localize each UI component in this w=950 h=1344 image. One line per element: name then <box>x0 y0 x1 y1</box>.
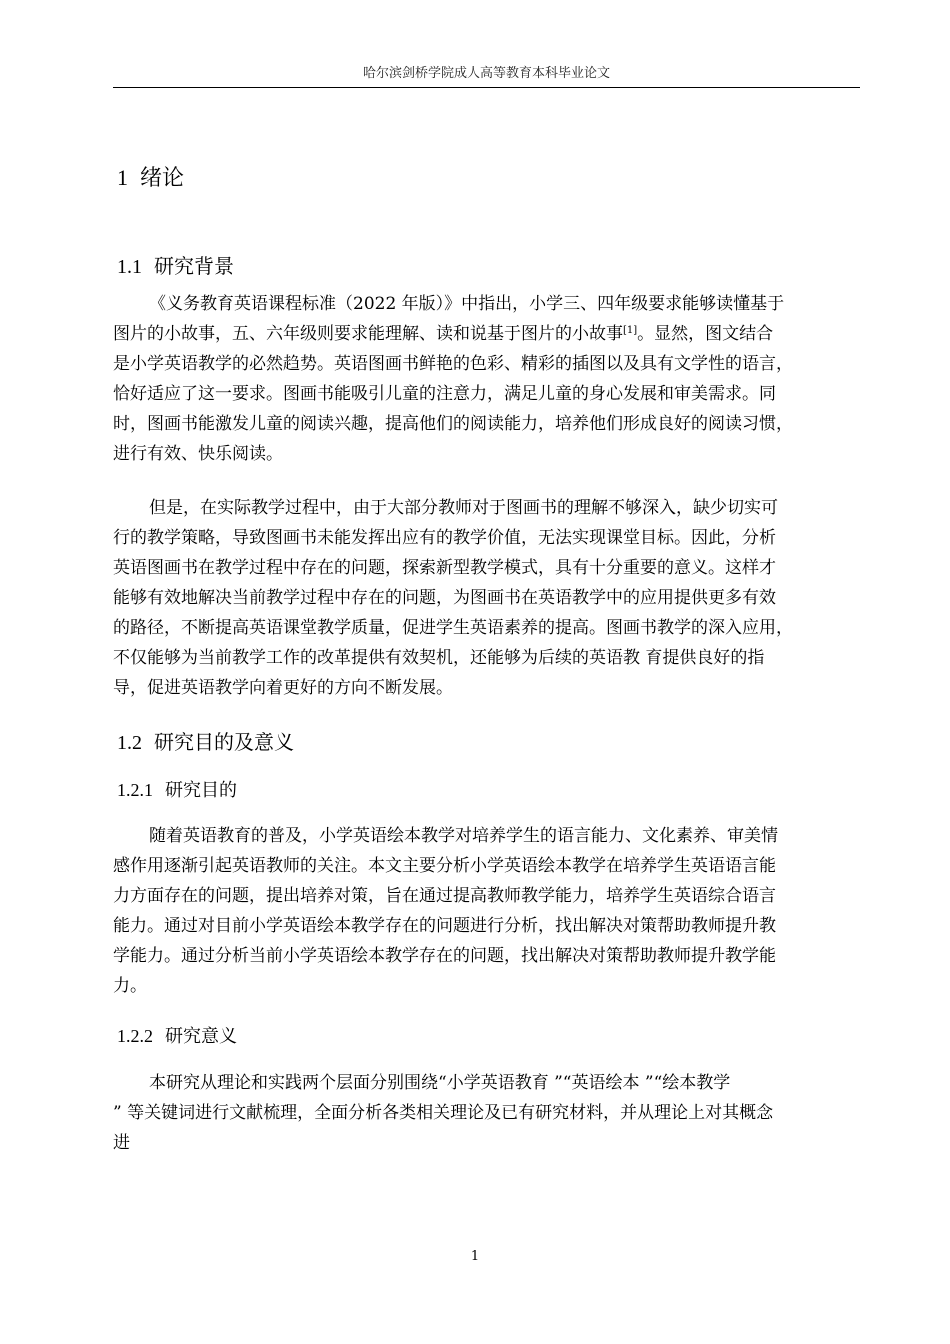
subsection-title: 研究目的 <box>165 780 237 801</box>
chapter-title: 绪论 <box>140 166 185 191</box>
paragraph-line: 《义务教育英语课程标准（2022 年版）》中指出，小学三、四年级要求能够读懂基于 <box>149 294 785 314</box>
paragraph-text: 。显然，图文结合 <box>637 324 774 344</box>
paragraph-line: 但是，在实际教学过程中，由于大部分教师对于图画书的理解不够深入，缺少切实可 <box>149 498 778 518</box>
citation-ref: [1] <box>623 325 638 336</box>
subsection-title: 研究意义 <box>165 1026 237 1047</box>
paragraph-line: 能够有效地解决当前教学过程中存在的问题，为图画书在英语教学中的应用提供更多有效 <box>113 588 776 608</box>
paragraph-line: 行的教学策略，导致图画书未能发挥出应有的教学价值，无法实现课堂目标。因此，分析 <box>113 528 776 548</box>
section-heading-1-2 <box>117 729 294 756</box>
paragraph-line: 力。 <box>113 976 147 996</box>
paragraph-line: 恰好适应了这一要求。图画书能吸引儿童的注意力，满足儿童的身心发展和审美需求。同 <box>113 384 776 404</box>
paragraph-line: ” 等关键词进行文献梳理，全面分析各类相关理论及已有研究材料，并从理论上对其概念 <box>113 1103 774 1123</box>
paragraph-line: 力方面存在的问题，提出培养对策，旨在通过提高教师教学能力，培养学生英语综合语言 <box>113 886 776 906</box>
paragraph-line: 导，促进英语教学向着更好的方向不断发展。 <box>113 678 453 698</box>
paragraph-line: 进 <box>113 1133 130 1153</box>
paragraph-line: 感作用逐渐引起英语教师的关注。本文主要分析小学英语绘本教学在培养学生英语语言能 <box>113 856 776 876</box>
paragraph-line: 随着英语教育的普及，小学英语绘本教学对培养学生的语言能力、文化素养、审美情 <box>149 826 778 846</box>
paragraph-line: 英语图画书在教学过程中存在的问题，探索新型教学模式，具有十分重要的意义。这样才 <box>113 558 776 578</box>
section-number: 1.1 <box>117 256 142 278</box>
subsection-number: 1.2.2 <box>117 1026 153 1046</box>
chapter-number: 1 <box>117 165 128 190</box>
paragraph-background-1 <box>113 289 865 469</box>
paragraph-line: 不仅能够为当前教学工作的改革提供有效契机，还能够为后续的英语教 育提供良好的指 <box>113 648 765 668</box>
paragraph-line: 的路径，不断提高英语课堂教学质量，促进学生英语素养的提高。图画书教学的深入应用， <box>113 618 793 638</box>
paragraph-line: 进行有效、快乐阅读。 <box>113 444 283 464</box>
paragraph-line <box>113 319 865 349</box>
section-title: 研究目的及意义 <box>154 730 294 754</box>
paragraph-purpose <box>113 821 865 1001</box>
paragraph-significance <box>113 1068 865 1158</box>
paragraph-line: 本研究从理论和实践两个层面分别围绕“小学英语教育 ”“英语绘本 ”“绘本教学 <box>149 1073 731 1093</box>
header-rule <box>113 87 860 88</box>
paragraph-text: 图片的小故事，五、六年级则要求能理解、读和说基于图片的小故事 <box>113 324 623 344</box>
section-title: 研究背景 <box>154 254 234 278</box>
paragraph-background-2 <box>113 493 865 703</box>
page-number: 1 <box>470 1249 480 1264</box>
section-number: 1.2 <box>117 732 142 754</box>
chapter-heading <box>117 164 184 193</box>
paragraph-line: 时，图画书能激发儿童的阅读兴趣，提高他们的阅读能力，培养他们形成良好的阅读习惯， <box>113 414 793 434</box>
subsection-heading-1-2-1 <box>117 778 237 803</box>
paragraph-line: 是小学英语教学的必然趋势。英语图画书鲜艳的色彩、精彩的插图以及具有文学性的语言， <box>113 354 793 374</box>
subsection-heading-1-2-2 <box>117 1024 237 1049</box>
section-heading-1-1 <box>117 253 234 280</box>
subsection-number: 1.2.1 <box>117 780 153 800</box>
paragraph-line: 学能力。通过分析当前小学英语绘本教学存在的问题，找出解决对策帮助教师提升教学能 <box>113 946 776 966</box>
paragraph-line: 能力。通过对目前小学英语绘本教学存在的问题进行分析，找出解决对策帮助教师提升教 <box>113 916 776 936</box>
running-header: 哈尔滨剑桥学院成人高等教育本科毕业论文 <box>362 66 610 81</box>
